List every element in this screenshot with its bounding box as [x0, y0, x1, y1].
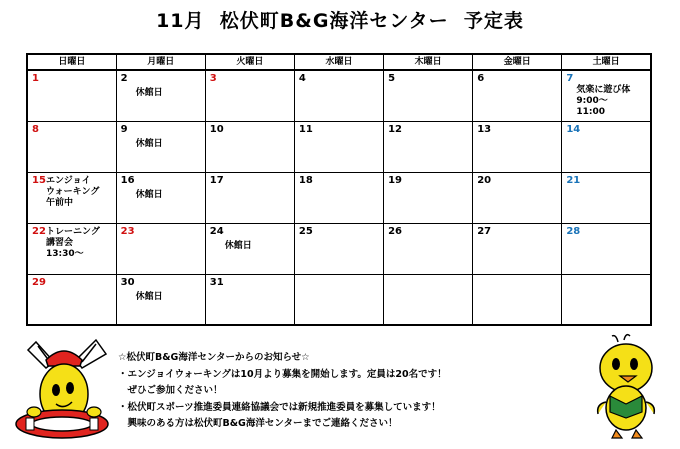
calendar-day-cell	[27, 121, 116, 172]
page-title	[0, 6, 680, 32]
weekday-sun: 日曜日	[27, 54, 116, 70]
day-number: 12	[388, 123, 402, 135]
day-number: 23	[120, 225, 135, 237]
calendar-day-cell	[473, 70, 562, 121]
weekday-wed: 水曜日	[294, 54, 383, 70]
weekday-thu: 木曜日	[384, 54, 473, 70]
weekday-tue: 火曜日	[205, 54, 294, 70]
day-number: 24	[209, 225, 224, 237]
calendar-day-cell	[294, 70, 383, 121]
chick-head	[600, 344, 652, 392]
day-number: 1	[32, 73, 39, 84]
calendar-day-cell	[384, 274, 473, 325]
day-number: 10	[209, 123, 224, 135]
calendar-day-cell	[562, 70, 651, 121]
calendar-day-cell	[116, 172, 205, 223]
calendar-day-cell	[294, 274, 383, 325]
day-event: エンジョイ ウォーキング 午前中	[46, 175, 100, 208]
day-number: 5	[388, 73, 396, 84]
calendar-table	[26, 53, 652, 326]
day-event: 休館日	[135, 291, 163, 302]
day-number: 13	[477, 123, 492, 135]
calendar-day-cell	[205, 223, 294, 274]
calendar-day-cell	[384, 223, 473, 274]
calendar-day-cell	[116, 223, 205, 274]
calendar-day-cell	[384, 70, 473, 121]
title-suffix: 予定表	[463, 10, 524, 32]
notice-line: ・エンジョイウォーキングは10月より募集を開始します。定員は20名です！	[118, 368, 447, 380]
calendar-day-cell	[384, 121, 473, 172]
day-number: 7	[566, 73, 574, 84]
weekday-header-row	[27, 54, 651, 70]
windmill-mascot-illustration	[6, 332, 116, 448]
day-number: 6	[477, 73, 485, 84]
day-event: 気楽に遊び体 9:00～ 11:00	[576, 85, 631, 117]
day-number: 30	[120, 276, 135, 288]
notice-box	[118, 350, 588, 433]
day-number: 15	[32, 174, 46, 186]
calendar-day-cell	[27, 274, 116, 325]
day-number: 4	[298, 73, 306, 84]
day-number: 27	[477, 225, 492, 237]
calendar-day-cell	[205, 121, 294, 172]
day-number: 14	[566, 123, 581, 135]
weekday-fri: 金曜日	[473, 54, 562, 70]
day-number: 3	[209, 73, 217, 84]
calendar-day-cell	[27, 172, 116, 223]
calendar-day-cell	[562, 121, 651, 172]
calendar-day-cell	[27, 223, 116, 274]
calendar-day-cell	[384, 172, 473, 223]
calendar-day-cell	[473, 172, 562, 223]
weekday-mon: 月曜日	[116, 54, 205, 70]
calendar-day-cell	[205, 274, 294, 325]
calendar-day-cell	[205, 70, 294, 121]
day-number: 25	[298, 225, 313, 237]
day-number: 16	[120, 174, 135, 186]
chick-mascot-illustration	[588, 332, 668, 444]
day-event: トレーニング 講習会 13:30～	[46, 226, 100, 259]
calendar-day-cell	[473, 121, 562, 172]
calendar-day-cell	[116, 121, 205, 172]
calendar-day-cell	[562, 274, 651, 325]
calendar-day-cell	[294, 121, 383, 172]
weekday-sat: 土曜日	[562, 54, 651, 70]
day-number: 11	[298, 123, 313, 135]
calendar-day-cell	[116, 70, 205, 121]
day-number: 19	[388, 174, 402, 186]
calendar-day-cell	[27, 70, 116, 121]
calendar-week-row	[27, 172, 651, 223]
calendar-day-cell	[205, 172, 294, 223]
calendar-week-row	[27, 274, 651, 325]
day-number: 17	[209, 174, 224, 186]
day-number: 21	[566, 174, 581, 186]
day-number: 8	[32, 123, 39, 135]
day-number: 20	[477, 174, 492, 186]
day-number: 29	[32, 276, 46, 288]
day-number: 9	[120, 123, 128, 135]
notice-line: 興味のある方は松伏町B&G海洋センターまでご連絡ください！	[118, 418, 398, 429]
title-month: 11月	[156, 10, 205, 32]
calendar-day-cell	[562, 223, 651, 274]
day-number: 31	[209, 276, 224, 288]
day-number: 2	[120, 73, 128, 84]
day-event: 休館日	[135, 189, 163, 200]
title-facility: 松伏町B&G海洋センター	[219, 10, 449, 32]
day-number: 26	[388, 225, 402, 237]
notice-line: ぜひご参加ください！	[118, 385, 223, 396]
calendar-week-row	[27, 121, 651, 172]
notice-heading: ☆松伏町B&G海洋センターからのお知らせ☆	[118, 352, 310, 363]
calendar-day-cell	[473, 223, 562, 274]
calendar-day-cell	[116, 274, 205, 325]
calendar-week-row	[27, 70, 651, 121]
calendar-week-row	[27, 223, 651, 274]
calendar-day-cell	[294, 172, 383, 223]
calendar-body	[27, 70, 651, 325]
day-event: 休館日	[135, 138, 163, 149]
calendar-day-cell	[473, 274, 562, 325]
calendar-day-cell	[294, 223, 383, 274]
calendar-day-cell	[562, 172, 651, 223]
notice-line: ・松伏町スポーツ推進委員連絡協議会では新規推進委員を募集しています！	[118, 401, 441, 413]
day-number: 28	[566, 225, 581, 237]
day-number: 22	[32, 225, 46, 237]
day-event: 休館日	[224, 240, 252, 251]
day-event: 休館日	[135, 88, 163, 98]
day-number: 18	[298, 174, 313, 186]
